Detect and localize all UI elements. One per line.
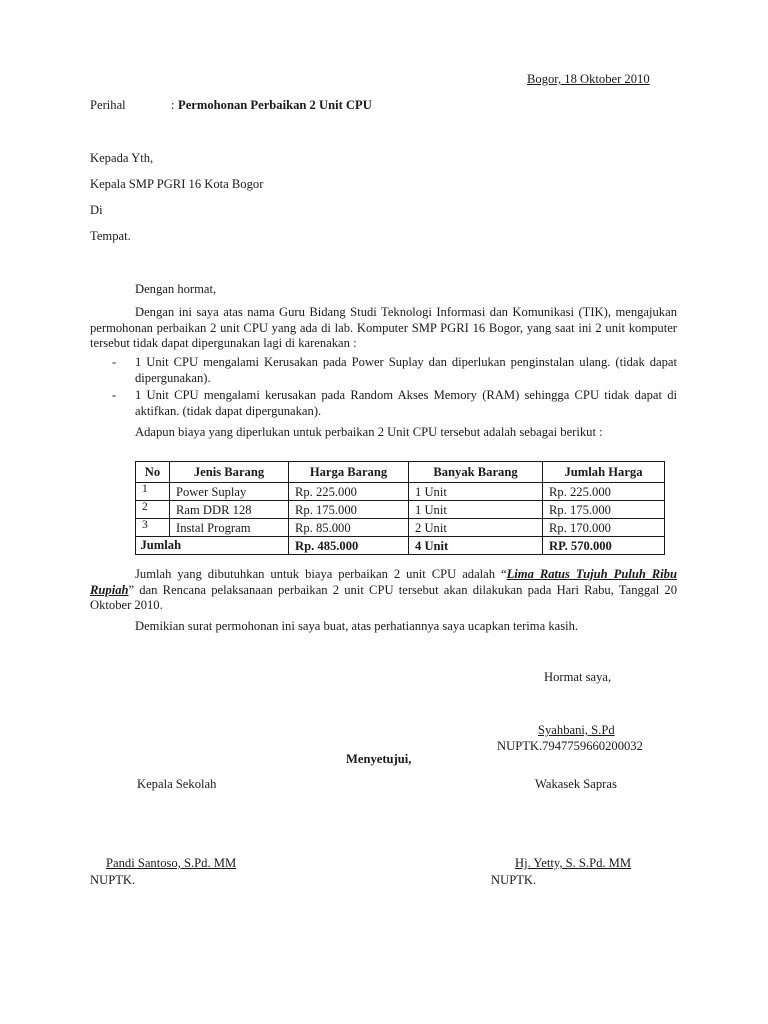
table-row xyxy=(136,483,665,501)
greeting: Dengan hormat, xyxy=(135,282,217,296)
table-cell: 1 Unit xyxy=(409,501,543,519)
column-header: Banyak Barang xyxy=(409,462,543,483)
table-cell: Power Suplay xyxy=(170,483,289,501)
table-cell: Ram DDR 128 xyxy=(170,501,289,519)
total-label xyxy=(140,537,289,555)
place-date: Bogor, 18 Oktober 2010 xyxy=(527,72,650,86)
column-header: No xyxy=(136,462,170,483)
left-signatory-name: Pandi Santoso, S.Pd. MM xyxy=(106,856,237,870)
left-signatory-role: Kepala Sekolah xyxy=(137,777,217,791)
total-price: Rp. 485.000 xyxy=(289,537,409,555)
column-header: Harga Barang xyxy=(289,462,409,483)
column-header: Jumlah Harga xyxy=(543,462,665,483)
intro-paragraph xyxy=(90,305,677,352)
table-cell: 1 Unit xyxy=(409,483,543,501)
table-header-row xyxy=(136,462,665,483)
recipient-line: Di xyxy=(90,203,103,217)
subject-separator: : xyxy=(171,98,175,112)
table-cell: 2 Unit xyxy=(409,519,543,537)
list-item: - 1 Unit CPU mengalami Kerusakan pada Power Suplay dan diperlukan penginstalan ulang. (tidak dapat dipergunakan). xyxy=(112,355,677,385)
sender-name: Syahbani, S.Pd xyxy=(538,723,615,737)
table-cell: Rp. 175.000 xyxy=(289,501,409,519)
amount-before: Jumlah yang dibutuhkan untuk biaya perbaikan 2 unit CPU adalah “ xyxy=(135,567,507,581)
table-cell: Instal Program xyxy=(170,519,289,537)
amount-paragraph xyxy=(90,567,677,614)
recipient-line: Kepada Yth, xyxy=(90,151,154,165)
left-signatory-id: NUPTK. xyxy=(90,873,136,887)
table-cell: 3 xyxy=(136,519,170,537)
right-signatory-id: NUPTK. xyxy=(491,873,537,887)
cost-intro-paragraph xyxy=(90,425,677,441)
approval-heading: Menyetujui, xyxy=(346,752,412,766)
cost-intro-text: Adapun biaya yang diperlukan untuk perbaikan 2 Unit CPU tersebut adalah sebagai berikut : xyxy=(135,425,603,439)
table-row xyxy=(136,519,665,537)
total-quantity: 4 Unit xyxy=(409,537,543,555)
table-total-row xyxy=(136,537,665,555)
issue-text: 1 Unit CPU mengalami Kerusakan pada Power Suplay dan diperlukan penginstalan ulang. (tidak dapat dipergunakan). xyxy=(135,355,677,385)
table-cell: Rp. 225.000 xyxy=(543,483,665,501)
sender-id: NUPTK.7947759660200032 xyxy=(497,739,643,753)
list-item: - 1 Unit CPU mengalami kerusakan pada Random Akses Memory (RAM) sehingga CPU tidak dapat di aktifkan. (tidak dapat dipergunakan). xyxy=(112,388,677,418)
issue-list xyxy=(90,355,677,421)
closing-paragraph xyxy=(90,619,677,635)
amount-in-words: Lima Ratus Tujuh Puluh Ribu Rupiah xyxy=(90,567,677,597)
cost-table xyxy=(135,461,665,555)
subject-text: Permohonan Perbaikan 2 Unit CPU xyxy=(178,98,372,112)
total-amount: RP. 570.000 xyxy=(543,537,665,555)
table-cell: Rp. 170.000 xyxy=(543,519,665,537)
recipient-line: Kepala SMP PGRI 16 Kota Bogor xyxy=(90,177,264,191)
table-cell: Rp. 225.000 xyxy=(289,483,409,501)
subject-label: Perihal xyxy=(90,98,126,112)
table-cell: Rp. 85.000 xyxy=(289,519,409,537)
table-cell: Rp. 175.000 xyxy=(543,501,665,519)
table-cell: 2 xyxy=(136,501,170,519)
intro-text: Dengan ini saya atas nama Guru Bidang Studi Teknologi Informasi dan Komunikasi (TIK), mengajukan permohonan perbaikan 2 unit CPU yang ada di lab. Komputer SMP PGRI 16 Bogor, yang saat ini 2 unit komputer tersebut tidak dapat dipergunakan lagi di karenakan : xyxy=(90,305,677,350)
total-label-text: Jumlah xyxy=(140,538,182,552)
closing-text: Demikian surat permohonan ini saya buat, atas perhatiannya saya ucapkan terima kasih. xyxy=(135,619,579,633)
recipient-line: Tempat. xyxy=(90,229,131,243)
table-cell: 1 xyxy=(136,483,170,501)
column-header: Jenis Barang xyxy=(170,462,289,483)
right-signatory-role: Wakasek Sapras xyxy=(535,777,617,791)
table-row xyxy=(136,501,665,519)
right-signatory-name: Hj. Yetty, S. S.Pd. MM xyxy=(515,856,632,870)
issue-text: 1 Unit CPU mengalami kerusakan pada Random Akses Memory (RAM) sehingga CPU tidak dapat di aktifkan. (tidak dapat dipergunakan). xyxy=(135,388,677,418)
closing-salutation: Hormat saya, xyxy=(544,670,612,684)
amount-after: ” dan Rencana pelaksanaan perbaikan 2 unit CPU tersebut akan dilakukan pada Hari Rabu, Tanggal 20 Oktober 2010. xyxy=(90,582,677,612)
